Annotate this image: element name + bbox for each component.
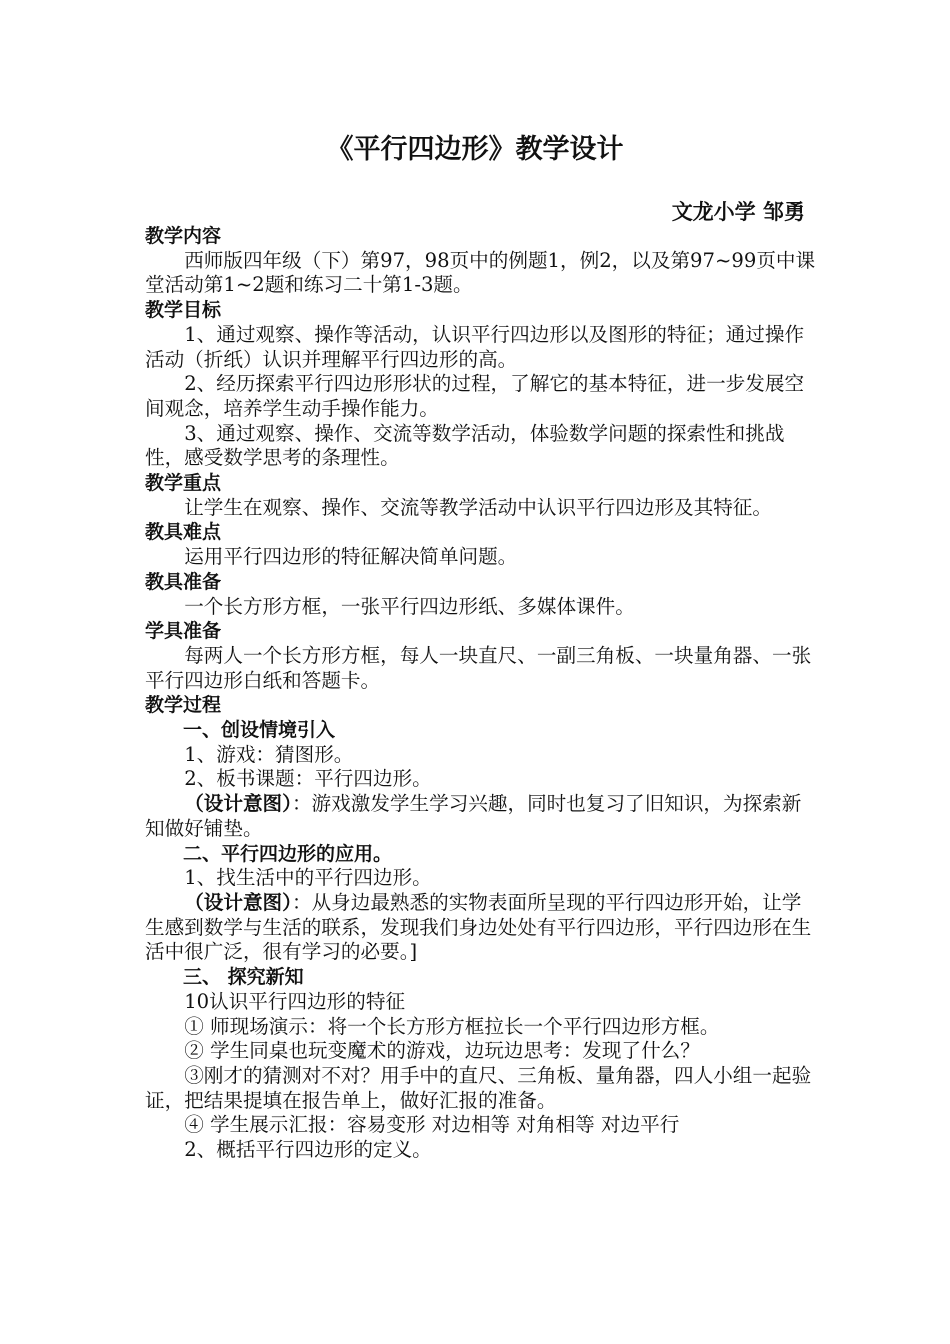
intent-text: ：游戏激发学生学习兴趣，同时也复习了旧知识，为探索新知做好铺垫。 xyxy=(145,792,802,840)
process-part3-item: 2、概括平行四边形的定义。 xyxy=(184,1138,432,1162)
section-heading-key-points: 教学重点 xyxy=(145,472,222,495)
process-part3-item: ① 师现场演示：将一个长方形方框拉长一个平行四边形方框。 xyxy=(184,1014,720,1038)
process-part1-item: 1、游戏：猜图形。 xyxy=(184,742,354,766)
section-heading-content: 教学内容 xyxy=(145,225,222,247)
intent-label: （设计意图） xyxy=(184,792,292,816)
process-part3-heading: 三、 探究新知 xyxy=(183,966,304,989)
process-part3-item: 10认识平行四边形的特征 xyxy=(184,989,406,1013)
goal-item: 3、通过观察、操作、交流等数学活动，体验数学问题的探索性和挑战性，感受数学思考的条理性。 xyxy=(145,421,785,470)
process-part1-item: 2、板书课题：平行四边形。 xyxy=(184,767,432,791)
content-text: 西师版四年级（下）第97，98页中的例题1，例2，以及第97~99页中课堂活动第1~2题和练习二十第1-3题。 xyxy=(145,248,816,297)
section-heading-student-tools: 学具准备 xyxy=(145,620,222,643)
section-heading-process: 教学过程 xyxy=(145,694,222,717)
author-line: 文龙小学 邹勇 xyxy=(671,200,805,224)
process-part3-item: ② 学生同桌也玩变魔术的游戏，边玩边思考：发现了什么？ xyxy=(184,1039,700,1063)
process-part2-heading: 二、平行四边形的应用。 xyxy=(183,842,393,865)
process-part3-item: ③刚才的猜测对不对？用手中的直尺、三角板、量角器，四人小组一起验证，把结果提填在报告单上，做好汇报的准备。 xyxy=(145,1063,812,1112)
section-heading-goals: 教学目标 xyxy=(145,299,222,322)
teacher-tools-text: 一个长方形方框，一张平行四边形纸、多媒体课件。 xyxy=(184,594,635,618)
key-points-text: 让学生在观察、操作、交流等教学活动中认识平行四边形及其特征。 xyxy=(184,495,772,519)
section-heading-difficulties: 教具难点 xyxy=(145,521,222,544)
process-part3-item: ④ 学生展示汇报：容易变形 对边相等 对角相等 对边平行 xyxy=(184,1113,680,1137)
intent-text: ：从身边最熟悉的实物表面所呈现的平行四边形开始，让学生感到数学与生活的联系，发现我们身边处处有平行四边形，平行四边形在生活中很广泛，很有学习的必要。] xyxy=(145,890,812,964)
goal-item: 1、通过观察、操作等活动，认识平行四边形以及图形的特征；通过操作活动（折纸）认识并理解平行四边形的高。 xyxy=(145,322,805,371)
process-part1-intent xyxy=(145,792,817,841)
section-heading-teacher-tools: 教具准备 xyxy=(145,570,222,593)
process-part1-heading: 一、创设情境引入 xyxy=(183,719,336,742)
intent-label: （设计意图） xyxy=(184,890,292,914)
goal-item: 2、经历探索平行四边形形状的过程，了解它的基本特征，进一步发展空间观念，培养学生动手操作能力。 xyxy=(145,372,805,420)
document-title: 《平行四边形》教学设计 xyxy=(326,134,624,165)
difficulties-text: 运用平行四边形的特征解决简单问题。 xyxy=(184,545,518,569)
process-part2-item: 1、找生活中的平行四边形。 xyxy=(184,866,432,890)
process-part2-intent xyxy=(145,891,817,965)
document-body xyxy=(145,224,817,1163)
student-tools-text: 每两人一个长方形方框，每人一块直尺、一副三角板、一块量角器、一张平行四边形白纸和答题卡。 xyxy=(145,643,812,692)
